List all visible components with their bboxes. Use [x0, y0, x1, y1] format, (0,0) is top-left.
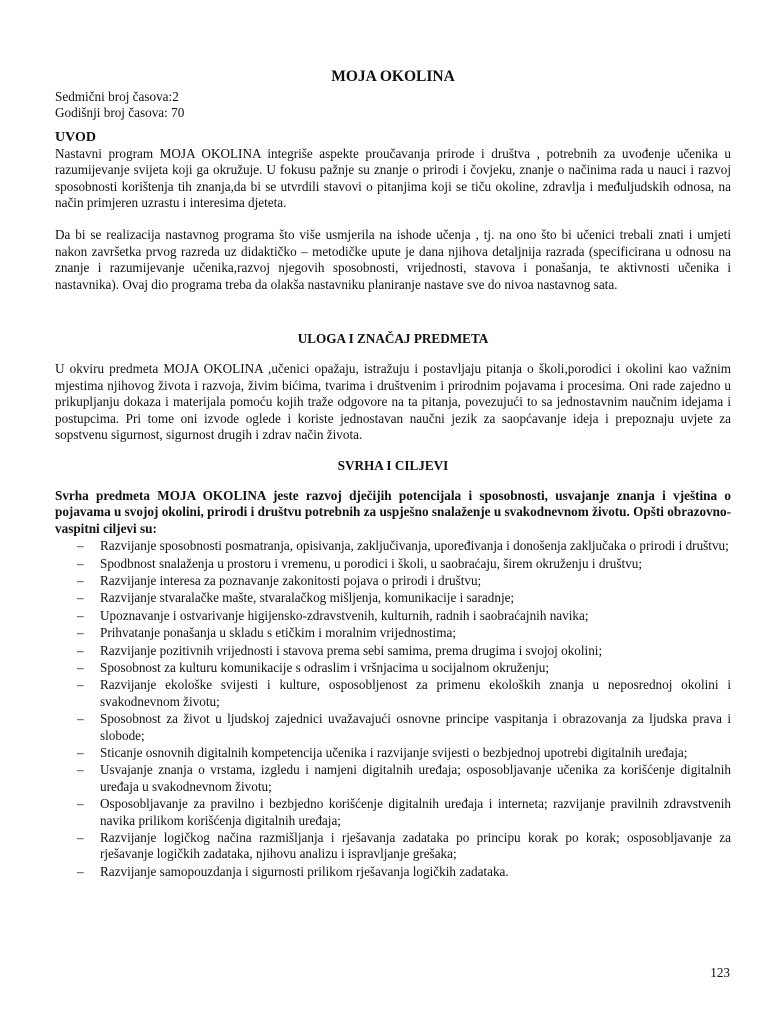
- goal-text: Upoznavanje i ostvarivanje higijensko-zdravstvenih, kulturnih, radnih i saobraćajnih navika;: [100, 607, 589, 623]
- intro-heading: UVOD: [55, 129, 96, 145]
- goal-item: [55, 573, 731, 589]
- intro-section: [55, 130, 731, 293]
- dash-bullet: –: [77, 830, 84, 846]
- goal-item: [55, 762, 731, 795]
- goal-text: Razvijanje sposobnosti posmatranja, opisivanja, zaključivanja, upoređivanja i donošenja zaključaka o prirodi i društvu;: [100, 538, 729, 554]
- goals-intro: Svrha predmeta MOJA OKOLINA jeste razvoj dječijih potencijala i sposobnosti, usvajanje znanja i vještina o pojavama u svojoj okolini, prirodi i društvu potrebnih za uspješno snalaženje u svakodnevnom životu. Opšti obrazovno-vaspitni ciljevi su:: [55, 487, 731, 536]
- goal-text: Razvijanje interesa za poznavanje zakonitosti pojava o prirodi i društvu;: [100, 572, 482, 588]
- document-page: [55, 68, 731, 880]
- goal-text: Spodbnost snalaženja u prostoru i vremenu, u porodici i školi, u saobraćaju, širem okruženju i društvu;: [100, 555, 643, 571]
- goal-item: [55, 643, 731, 659]
- dash-bullet: –: [77, 796, 84, 812]
- dash-bullet: –: [77, 677, 84, 693]
- goal-item: [55, 538, 731, 554]
- dash-bullet: –: [77, 762, 84, 778]
- document-title: MOJA OKOLINA: [331, 68, 455, 85]
- goal-text: Osposobljavanje za pravilno i bezbjedno korišćenje digitalnih uređaja i interneta; razvijanje pravilnih zdravstvenih navika prilikom korišćenja digitalnih uređaja;: [100, 796, 731, 828]
- intro-paragraph-1: Nastavni program MOJA OKOLINA integriše aspekte proučavanja prirode i društva , potrebnih za uvođenje učenika u razumijevanje svijeta koji ga okružuje. U fokusu pažnje su znanje o prirodi i čovjeku, znanje o načinima rada u nauci i razvoj sposobnosti korištenja tih znanja,da bi se utvrdili stavovi o pitanjima koji se tiču okoline, zdravlja i međuljudskih odnosa, na način primjeren uzrastu i interesima djeteta.: [55, 145, 731, 211]
- goal-text: Razvijanje pozitivnih vrijednosti i stavova prema sebi samima, prema drugima i svojoj okolini;: [100, 642, 603, 658]
- goals-list: [55, 538, 731, 880]
- dash-bullet: –: [77, 642, 84, 658]
- dash-bullet: –: [77, 711, 84, 727]
- role-paragraph: U okviru predmeta MOJA OKOLINA ,učenici opažaju, istražuju i postavljaju pitanja o školi,porodici i okolini kao važnim mjestima njihovog života i razvoja, živim bićima, tvarima i društvenim i prirodnim pojavama i procesima. Oni rade zajedno u prikupljanju dokaza i materijala pomoću kojih traže odgovore na ta pitanja, povezujući to sa jednostavnim naučnim idejama i postupcima. Pri tome oni izvode oglede i koriste jednostavan naučni jezik za saopćavanje ideja i prepoznaju uvjete za sopstvenu sigurnost, sigurnost drugih i zdrav način života.: [55, 361, 731, 443]
- goal-item: [55, 660, 731, 676]
- goal-text: Razvijanje samopouzdanja i sigurnosti prilikom rješavanja logičkih zadataka.: [100, 863, 509, 879]
- goal-item: [55, 830, 731, 863]
- goal-text: Sposobnost za život u ljudskoj zajednici uvažavajući osnovne principe vaspitanja i obrazovanja za ljudska prava i slobode;: [100, 711, 731, 743]
- goal-item: [55, 745, 731, 761]
- role-heading: ULOGA I ZNAČAJ PREDMETA: [297, 331, 489, 347]
- goal-item: [55, 625, 731, 641]
- goal-text: Usvajanje znanja o vrstama, izgledu i namjeni digitalnih uređaja; osposobljavanje učenika za korišćenje digitalnih uređaja u svakodnevnom životu;: [100, 762, 731, 794]
- dash-bullet: –: [77, 555, 84, 571]
- goal-item: [55, 677, 731, 710]
- goal-item: [55, 711, 731, 744]
- intro-paragraph-2: Da bi se realizacija nastavnog programa što više usmjerila na ishode učenja , tj. na ono što bi učenici trebali znati i umjeti nakon završetka prvog razreda uz didaktičko – metodičke upute je dana njihova detaljnija razrada (specificirana u odnosu na znanje i razumijevanje učenika,razvoj njegovih sposobnosti, vrijednosti, stavova i ponašanja, te aktivnosti učenika i nastavnika). Ovaj dio programa treba da olakša nastavniku planiranje nastave sve do nivoa nastavnog sata.: [55, 227, 731, 292]
- goal-text: Razvijanje ekološke svijesti i kulture, osposobljenost za primenu ekoloških znanja u neposrednoj okolini i svakodnevnom životu;: [100, 677, 731, 709]
- goal-item: [55, 556, 731, 572]
- goal-text: Prihvatanje ponašanja u skladu s etičkim i moralnim vrijednostima;: [100, 625, 456, 641]
- goal-text: Razvijanje stvaralačke mašte, stvaralačkog mišljenja, komunikacije i saradnje;: [100, 590, 515, 606]
- dash-bullet: –: [77, 659, 84, 675]
- goal-item: [55, 608, 731, 624]
- dash-bullet: –: [77, 590, 84, 606]
- goal-text: Sposobnost za kulturu komunikacije s odraslim i vršnjacima u socijalnom okruženju;: [100, 659, 550, 675]
- dash-bullet: –: [77, 745, 84, 760]
- goal-item: [55, 796, 731, 829]
- page-number: 123: [710, 965, 730, 980]
- dash-bullet: –: [77, 607, 84, 623]
- goals-heading: SVRHA I CILJEVI: [337, 457, 449, 473]
- weekly-hours: Sedmični broj časova:2: [55, 89, 179, 104]
- dash-bullet: –: [77, 538, 84, 554]
- dash-bullet: –: [77, 863, 84, 879]
- dash-bullet: –: [77, 625, 84, 641]
- yearly-hours: Godišnji broj časova: 70: [55, 105, 185, 121]
- goal-item: [55, 590, 731, 606]
- goal-text: Sticanje osnovnih digitalnih kompetencija učenika i razvijanje svijesti o bezbjednoj upotrebi digitalnih uređaja;: [100, 745, 688, 760]
- dash-bullet: –: [77, 572, 84, 588]
- goal-item: [55, 864, 731, 880]
- goal-text: Razvijanje logičkog načina razmišljanja i rješavanja zadataka po principu korak po korak; osposobljavanje za rješavanje logičkih zadataka, njihovu analizu i ispravljanje grešaka;: [100, 830, 731, 862]
